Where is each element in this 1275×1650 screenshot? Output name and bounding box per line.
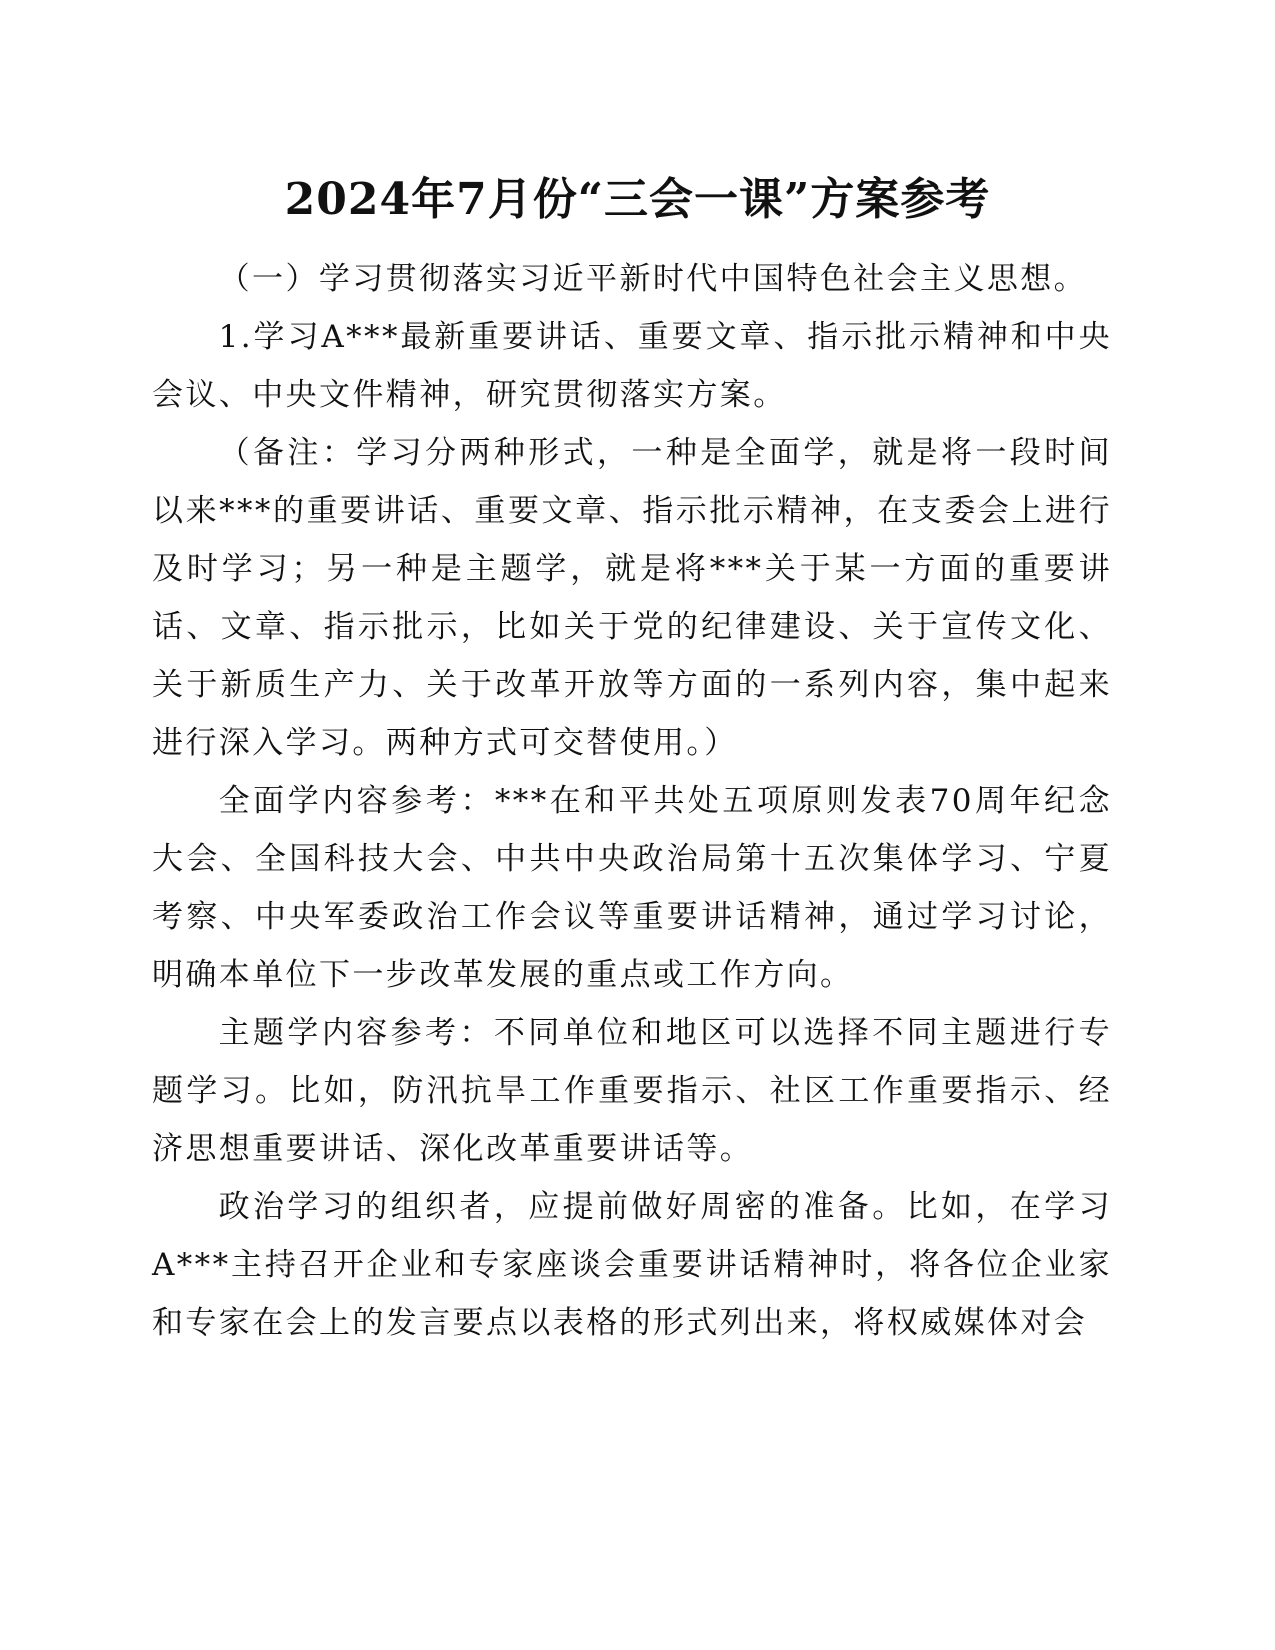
document-title: 2024年7月份“三会一课”方案参考 [284,174,991,225]
paragraph-organizer: 政治学习的组织者，应提前做好周密的准备。比如，在学习A***主持召开企业和专家座谈会重要讲话精神时，将各位企业家和专家在会上的发言要点以表格的形式列出来，将权威媒体对会 [152,1189,1112,1341]
document-body [152,250,1112,1352]
paragraph-item-1: 1.学习A***最新重要讲话、重要文章、指示批示精神和中央会议、中央文件精神，研究贯彻落实方案。 [152,319,1112,413]
paragraph-comprehensive-study: 全面学内容参考：***在和平共处五项原则发表70周年纪念大会、全国科技大会、中共中央政治局第十五次集体学习、宁夏考察、中央军委政治工作会议等重要讲话精神，通过学习讨论，明确本单位下一步改革发展的重点或工作方向。 [152,783,1112,993]
paragraph-thematic-study: 主题学内容参考：不同单位和地区可以选择不同主题进行专题学习。比如，防汛抗旱工作重要指示、社区工作重要指示、经济思想重要讲话、深化改革重要讲话等。 [152,1015,1112,1167]
paragraph-note: （备注：学习分两种形式，一种是全面学，就是将一段时间以来***的重要讲话、重要文章、指示批示精神，在支委会上进行及时学习；另一种是主题学，就是将***关于某一方面的重要讲话、文章、指示批示，比如关于党的纪律建设、关于宣传文化、关于新质生产力、关于改革开放等方面的一系列内容，集中起来进行深入学习。两种方式可交替使用。） [152,435,1112,761]
section-heading: （一）学习贯彻落实习近平新时代中国特色社会主义思想。 [218,261,1088,297]
